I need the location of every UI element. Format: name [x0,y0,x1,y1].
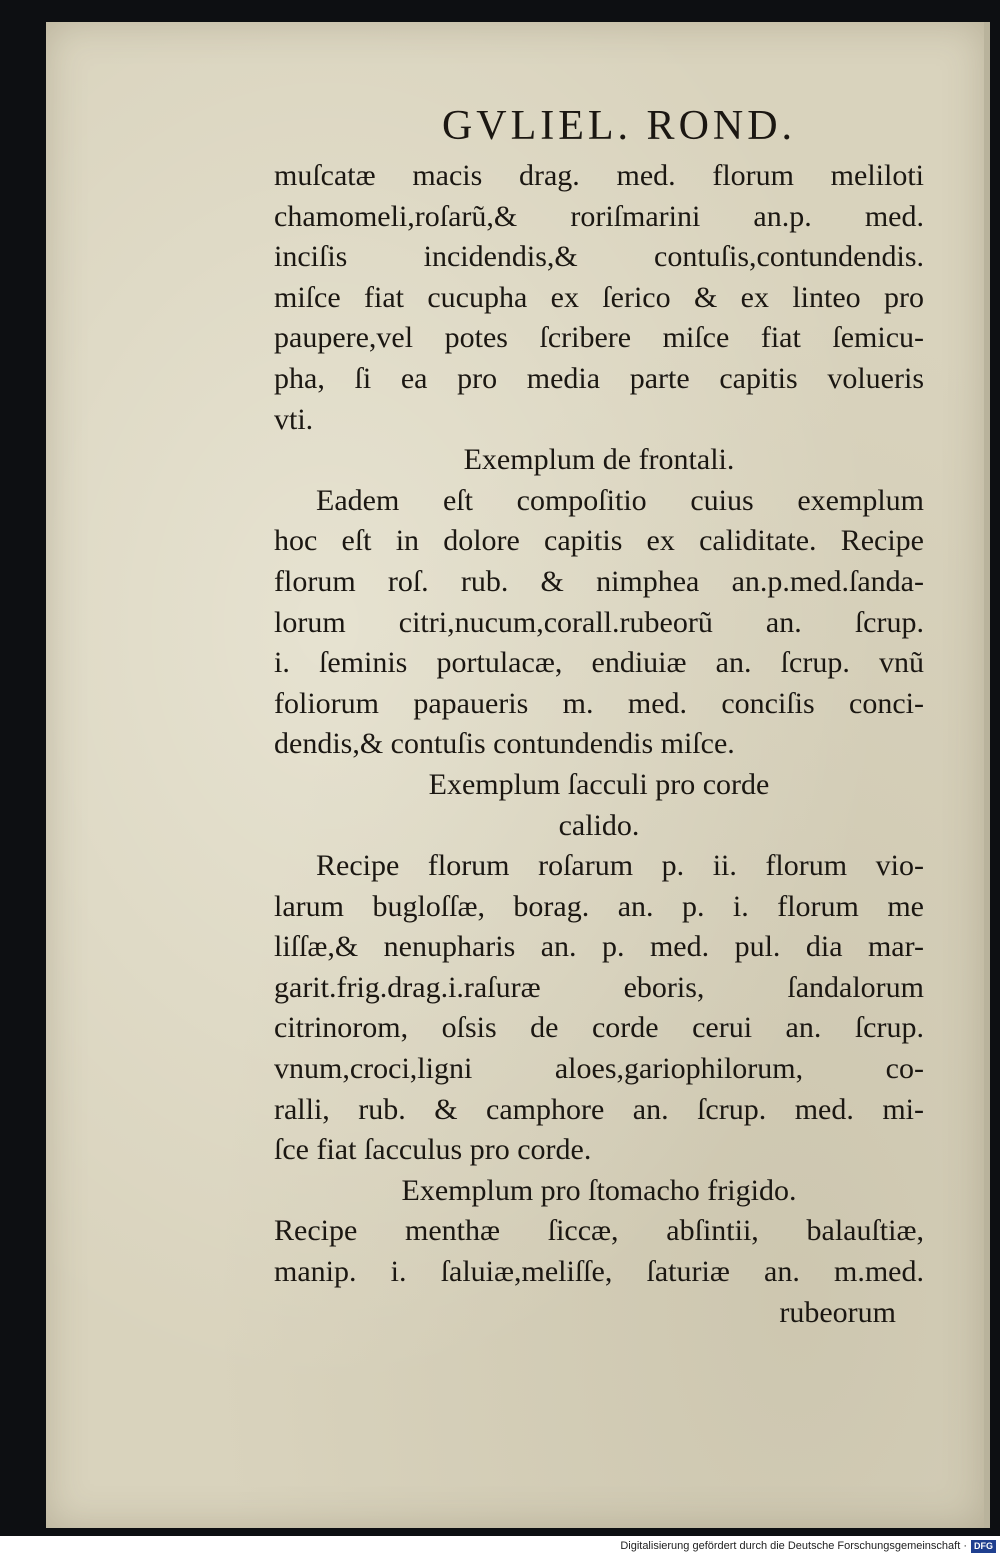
section-heading: calido. [558,808,640,842]
text-line: lorum citri,nucum,corall.rubeorũ an. ſcrup. [274,605,924,639]
text-line: larum bugloſſæ, borag. an. p. i. florum me [274,889,924,923]
section-heading: Exemplum de frontali. [463,443,735,477]
text-line: paupere,vel potes ſcribere miſce fiat ſemicu- [274,321,924,355]
text-line: ſce fiat ſacculus pro corde. [274,1133,592,1167]
footer-credit: Digitalisierung gefördert durch die Deutsche Forschungsgemeinschaft · [620,1540,967,1552]
text-line: inciſis incidendis,& contuſis,contundendis. [274,240,924,274]
text-line: liſſæ,& nenupharis an. p. med. pul. dia mar- [274,930,924,964]
text-line: pha, ſi ea pro media parte capitis volueris [274,361,924,395]
text-line: vnum,croci,ligni aloes,gariophilorum, co- [274,1052,924,1086]
text-line: florum roſ. rub. & nimphea an.p.med.ſanda- [274,564,924,598]
text-line: muſcatæ macis drag. med. florum meliloti [274,159,924,192]
text-line: miſce fiat cucupha ex ſerico & ex linteo pro [274,280,924,314]
text-line: dendis,& contuſis contundendis miſce. [274,727,735,761]
dfg-logo: DFG [971,1540,996,1553]
text-line: ralli, rub. & camphore an. ſcrup. med. mi- [274,1092,924,1126]
section-heading: Exemplum pro ſtomacho frigido. [401,1173,797,1207]
text-line: Recipe menthæ ſiccæ, abſintii, balauſtiæ, [274,1214,924,1248]
text-line: Recipe florum roſarum p. ii. florum vio- [316,849,924,883]
text-line: chamomeli,roſarũ,& roriſmarini an.p. med. [274,199,924,233]
text-line: manip. i. ſaluiæ,meliſſe, ſaturiæ an. m.med. [274,1255,924,1289]
text-line: citrinorom, oſsis de corde cerui an. ſcrup. [274,1011,924,1045]
text-line: vti. [274,402,314,436]
catchword: rubeorum [779,1295,896,1329]
text-line: garit.frig.drag.i.raſuræ eboris, ſandalorum [274,970,924,1004]
footer-bar [0,1536,1000,1556]
text-line: Eadem eſt compoſitio cuius exemplum [316,483,924,517]
book-page [46,22,990,1528]
text-line: foliorum papaueris m. med. conciſis conci- [274,686,924,720]
page-text [274,100,924,1333]
text-line: hoc eſt in dolore capitis ex caliditate. Recipe [274,524,924,558]
text-line: i. ſeminis portulacæ, endiuiæ an. ſcrup. vnũ [274,646,924,680]
section-heading: Exemplum ſacculi pro corde [428,767,770,801]
running-head: GVLIEL. ROND. [441,103,797,149]
